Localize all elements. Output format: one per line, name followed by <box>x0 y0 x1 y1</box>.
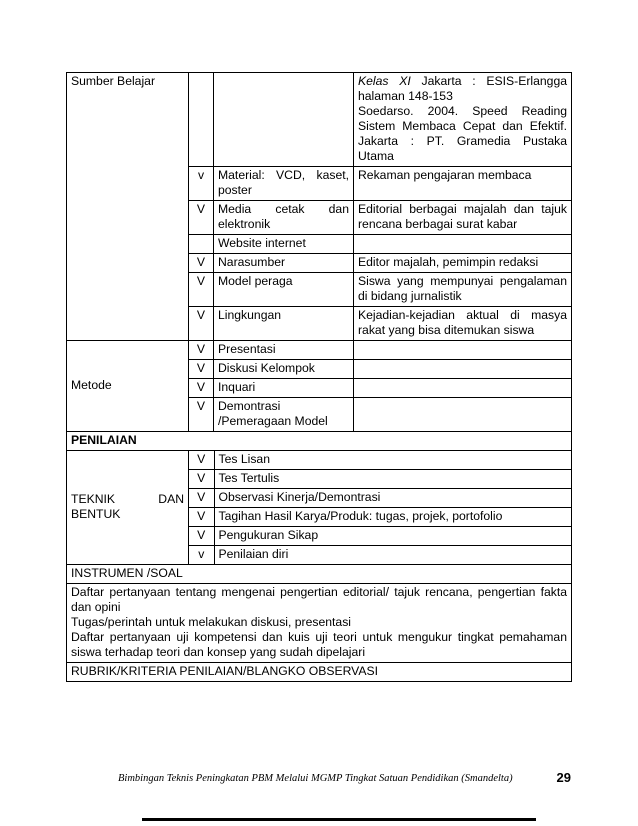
footer-text: Bimbingan Teknis Peningkatan PBM Melalui MGMP Tingkat Satuan Pendidikan (Smandelta) <box>118 773 513 784</box>
instrumen-content-row <box>67 584 572 663</box>
sumber-belajar-books-row <box>67 73 572 167</box>
teknik-label-word-3: BENTUK <box>71 507 121 521</box>
check-mark: V <box>189 508 214 527</box>
page-number: 29 <box>556 770 571 785</box>
instrumen-line: Daftar pertanyaan tentang mengenai pengertian editorial/ tajuk rencana, pengertian fakta dan opini <box>71 585 567 614</box>
check-mark: V <box>189 470 214 489</box>
check-mark: V <box>189 379 214 398</box>
sumber-item: Material: VCD, kaset, poster <box>214 167 354 201</box>
teknik-row <box>189 508 571 527</box>
check-mark: V <box>189 307 214 341</box>
check-mark: V <box>189 273 214 307</box>
instrumen-content <box>67 584 572 663</box>
sumber-desc <box>354 235 572 254</box>
check-mark: v <box>189 546 214 565</box>
check-mark: V <box>189 527 214 546</box>
teknik-row <box>189 451 571 470</box>
teknik-row <box>189 527 571 546</box>
book-reference-2: Soedarso. 2004. Speed Reading Sistem Membaca Cepat dan Efektif. Jakarta : PT. Gramedia Pustaka Utama <box>358 104 567 163</box>
instrumen-heading-row <box>67 565 572 584</box>
check-mark <box>189 235 214 254</box>
instrumen-line: Tugas/perintah untuk melakukan diskusi, presentasi <box>71 615 352 629</box>
rubrik-heading: RUBRIK/KRITERIA PENILAIAN/BLANGKO OBSERVASI <box>67 663 572 682</box>
teknik-label <box>67 451 189 565</box>
sumber-item: Model peraga <box>214 273 354 307</box>
book-references <box>354 73 572 167</box>
check-mark: V <box>189 360 214 379</box>
teknik-item: Tes Tertulis <box>214 470 571 489</box>
teknik-item: Penilaian diri <box>214 546 571 565</box>
instrumen-line: Daftar pertanyaan uji kompetensi dan kuis uji teori untuk mengukur tingkat pemahaman siswa terhadap teori dan konsep yang sudah dipelajari <box>71 630 567 659</box>
check-mark: V <box>189 398 214 432</box>
instrumen-heading: INSTRUMEN /SOAL <box>67 565 572 584</box>
metode-item: Inquari <box>214 379 354 398</box>
sumber-desc: Rekaman pengajaran membaca <box>354 167 572 201</box>
penilaian-heading: PENILAIAN <box>67 432 572 451</box>
sumber-desc: Editorial berbagai majalah dan tajuk rencana berbagai surat kabar <box>354 201 572 235</box>
sumber-item: Lingkungan <box>214 307 354 341</box>
sumber-belajar-label: Sumber Belajar <box>67 73 189 341</box>
check-mark: V <box>189 489 214 508</box>
page-footer <box>66 770 571 790</box>
sumber-item: Media cetak dan elektronik <box>214 201 354 235</box>
metode-row-presentasi <box>67 341 572 360</box>
teknik-item: Tes Lisan <box>214 451 571 470</box>
lesson-plan-table <box>66 72 572 682</box>
check-mark: V <box>189 341 214 360</box>
sumber-desc: Kejadian-kejadian aktual di masya rakat yang bisa ditemukan siswa <box>354 307 572 341</box>
teknik-label-word-2: DAN <box>158 492 184 506</box>
check-mark: V <box>189 254 214 273</box>
check-mark: V <box>189 451 214 470</box>
teknik-row <box>189 489 571 508</box>
check-mark: v <box>189 167 214 201</box>
penilaian-heading-row <box>67 432 572 451</box>
metode-label: Metode <box>67 341 189 432</box>
teknik-block <box>67 451 572 565</box>
rubrik-heading-row <box>67 663 572 682</box>
teknik-item: Pengukuran Sikap <box>214 527 571 546</box>
teknik-label-word-1: TEKNIK <box>71 492 116 506</box>
teknik-list <box>189 451 571 564</box>
check-mark: V <box>189 201 214 235</box>
teknik-item: Tagihan Hasil Karya/Produk: tugas, projek, portofolio <box>214 508 571 527</box>
metode-item: Presentasi <box>214 341 354 360</box>
book-reference-1: Kelas XI Jakarta : ESIS-Erlangga halaman 148-153 <box>358 74 567 103</box>
sumber-item: Narasumber <box>214 254 354 273</box>
footer-rule <box>142 818 536 821</box>
metode-item: Demontrasi /Pemeragaan Model <box>214 398 354 432</box>
sumber-desc: Editor majalah, pemimpin redaksi <box>354 254 572 273</box>
teknik-row <box>189 546 571 565</box>
teknik-item: Observasi Kinerja/Demontrasi <box>214 489 571 508</box>
sumber-item: Website internet <box>214 235 354 254</box>
teknik-row <box>189 470 571 489</box>
sumber-desc: Siswa yang mempunyai pengalaman di bidang jurnalistik <box>354 273 572 307</box>
metode-item: Diskusi Kelompok <box>214 360 354 379</box>
